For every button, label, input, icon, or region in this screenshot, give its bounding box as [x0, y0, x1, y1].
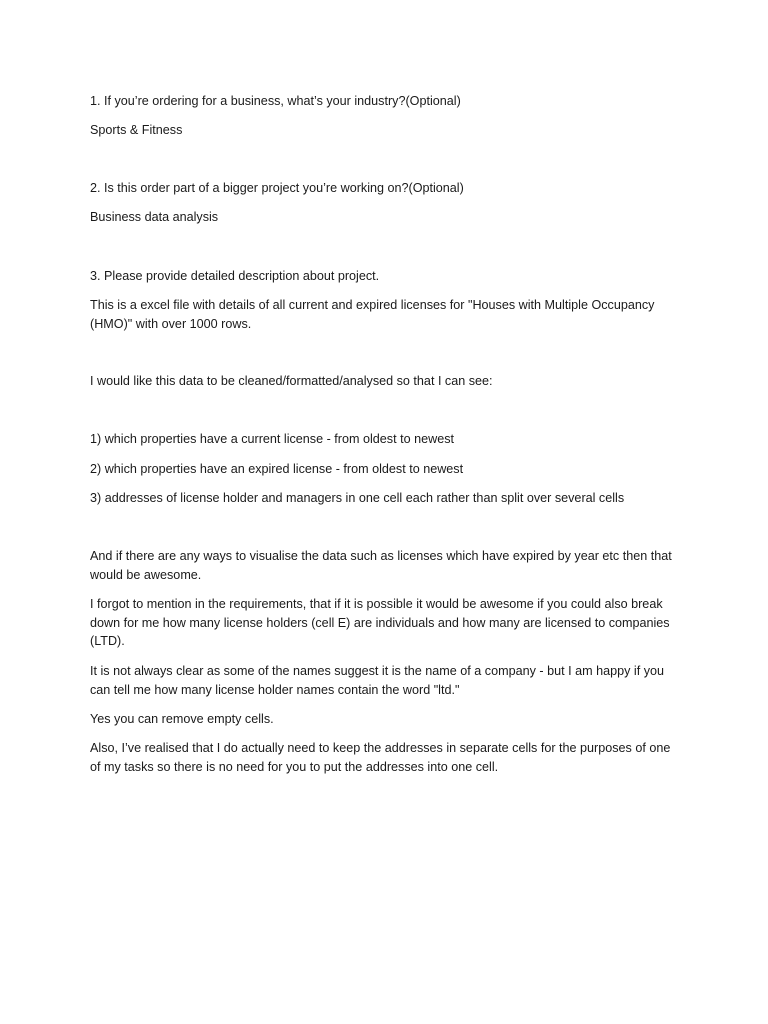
description-paragraph: Yes you can remove empty cells. [90, 712, 274, 726]
requirement-item: 3) addresses of license holder and managers in one cell each rather than split over several cells [90, 491, 625, 505]
document-page [90, 0, 682, 1024]
description-paragraph: I forgot to mention in the requirements, that if it is possible it would be awesome if you could also break down for me how many license holders (cell E) are individuals and how many are licensed to companies (LTD). [90, 597, 670, 648]
description-paragraph: And if there are any ways to visualise the data such as licenses which have expired by year etc then that would be awesome. [90, 549, 672, 582]
description-paragraph: It is not always clear as some of the names suggest it is the name of a company - but I am happy if you can tell me how many license holder names contain the word "ltd." [90, 664, 664, 697]
answer-1: Sports & Fitness [90, 123, 183, 137]
requirement-item: 1) which properties have a current license - from oldest to newest [90, 432, 454, 446]
question-3: 3. Please provide detailed description about project. [90, 269, 380, 283]
question-2: 2. Is this order part of a bigger project you’re working on?(Optional) [90, 181, 464, 195]
answer-2: Business data analysis [90, 210, 219, 224]
question-1: 1. If you’re ordering for a business, what’s your industry?(Optional) [90, 94, 461, 108]
description-paragraph: I would like this data to be cleaned/formatted/analysed so that I can see: [90, 374, 493, 388]
description-paragraph: Also, I’ve realised that I do actually need to keep the addresses in separate cells for the purposes of one of my tasks so there is no need for you to put the addresses into one cell. [90, 741, 671, 774]
description-paragraph: This is a excel file with details of all current and expired licenses for "Houses with Multiple Occupancy (HMO)" with over 1000 rows. [90, 298, 655, 331]
requirement-item: 2) which properties have an expired license - from oldest to newest [90, 462, 464, 476]
